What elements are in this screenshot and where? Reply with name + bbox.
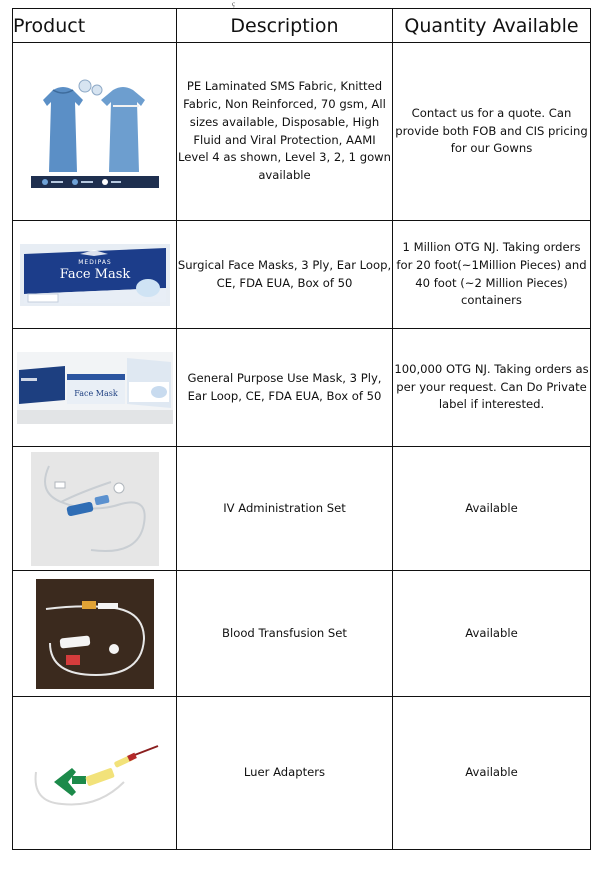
table-row bbox=[13, 697, 591, 850]
header-quantity: Quantity Available bbox=[393, 9, 591, 43]
product-quantity: Available bbox=[393, 571, 591, 697]
product-image-cell bbox=[13, 221, 177, 329]
table-row bbox=[13, 571, 591, 697]
product-description: General Purpose Use Mask, 3 Ply, Ear Loop, CE, FDA EUA, Box of 50 bbox=[177, 329, 393, 447]
box-title-text: Face Mask bbox=[73, 388, 118, 398]
product-quantity: 100,000 OTG NJ. Taking orders as per your request. Can Do Private label if interested. bbox=[393, 329, 591, 447]
top-mark: ç bbox=[232, 0, 236, 8]
product-description: Blood Transfusion Set bbox=[177, 571, 393, 697]
iv-administration-set-image bbox=[31, 452, 159, 566]
table-row bbox=[13, 221, 591, 329]
table-row bbox=[13, 447, 591, 571]
table-header-row bbox=[13, 9, 591, 43]
box-title-text: Face Mask bbox=[59, 266, 130, 282]
product-quantity: Available bbox=[393, 447, 591, 571]
product-image-cell bbox=[13, 447, 177, 571]
table-row bbox=[13, 329, 591, 447]
product-image-cell bbox=[13, 697, 177, 850]
surgical-face-mask-box-image bbox=[20, 244, 170, 306]
header-product: Product bbox=[13, 9, 177, 43]
product-description: Luer Adapters bbox=[177, 697, 393, 850]
box-brand-text: MEDIPAS bbox=[77, 258, 112, 266]
product-image-cell bbox=[13, 571, 177, 697]
product-quantity: Contact us for a quote. Can provide both FOB and CIS pricing for our Gowns bbox=[393, 43, 591, 221]
product-quantity: Available bbox=[393, 697, 591, 850]
product-quantity: 1 Million OTG NJ. Taking orders for 20 foot(~1Million Pieces) and 40 foot (~2 Million Pieces) containers bbox=[393, 221, 591, 329]
blood-transfusion-set-image bbox=[36, 579, 154, 689]
product-description: IV Administration Set bbox=[177, 447, 393, 571]
surgical-gown-image bbox=[31, 76, 159, 188]
product-description: PE Laminated SMS Fabric, Knitted Fabric, Non Reinforced, 70 gsm, All sizes available, Disposable, High Fluid and Viral Protection, AAMI Level 4 as shown, Level 3, 2, 1 gown available bbox=[177, 43, 393, 221]
product-image-cell bbox=[13, 43, 177, 221]
table-row bbox=[13, 43, 591, 221]
product-image-cell bbox=[13, 329, 177, 447]
header-description: Description bbox=[177, 9, 393, 43]
luer-adapter-image bbox=[28, 732, 162, 814]
general-purpose-mask-boxes-image bbox=[17, 352, 173, 424]
product-description: Surgical Face Masks, 3 Ply, Ear Loop, CE, FDA EUA, Box of 50 bbox=[177, 221, 393, 329]
product-table bbox=[12, 8, 591, 850]
